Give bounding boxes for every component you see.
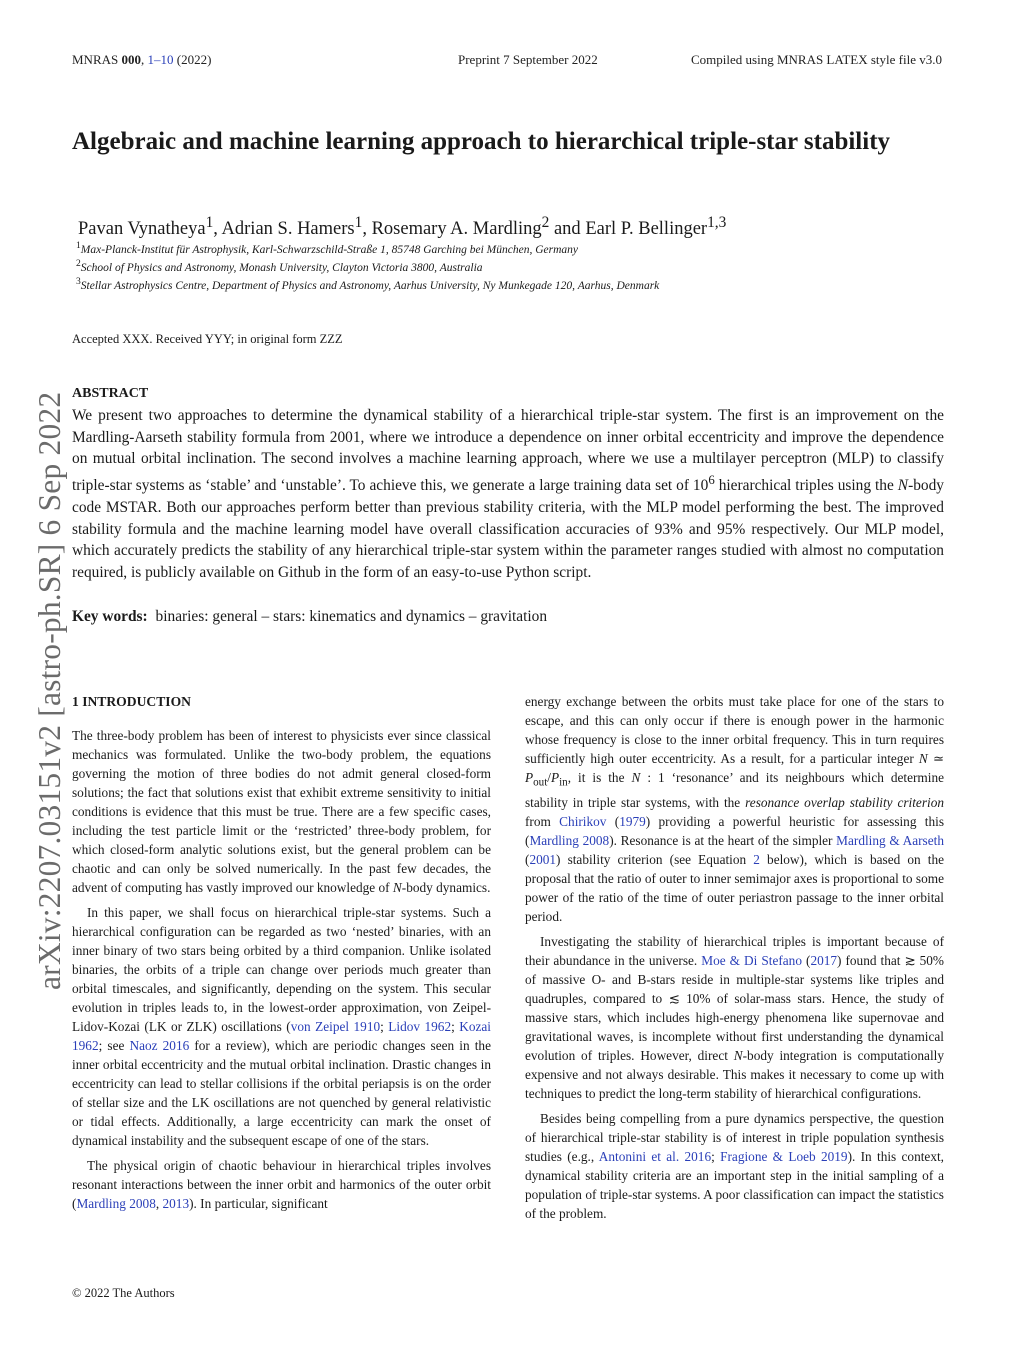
paragraph — [525, 932, 944, 1103]
text-run: ). Resonance is at the heart of the simpler — [609, 832, 837, 848]
keywords-label: Key words: — [72, 608, 148, 625]
citation-link[interactable]: 2001 — [529, 851, 557, 867]
affiliation-number: 2 — [76, 258, 81, 269]
author-conjunction: and — [553, 219, 581, 240]
math-p: P — [525, 770, 534, 785]
author-name: Adrian S. Hamers — [221, 219, 355, 240]
paragraph — [72, 726, 491, 897]
citation-link[interactable]: 2013 — [162, 1196, 190, 1211]
citation-link[interactable]: Naoz 2016 — [129, 1038, 190, 1053]
citation-link[interactable]: Mardling & Aarseth — [836, 832, 944, 848]
text-run: from — [525, 813, 560, 829]
abstract-exponent: 6 — [708, 473, 715, 488]
abstract-text-part: hierarchical triples using the — [714, 477, 898, 495]
text-run: In this paper, we shall focus on hierarchical triple-star systems. Such a hierarchical configuration can be regarded as two ‘nested’ binaries, with an inner binary of two stars being orbited by a third companion. Unlike isolated binaries, the orbits of a triple can change over periods much greater than orbital timescales, and significantly, depending on the system. This secular evolution in triples leads to, in the lowest-order approximation, von Zeipel-Lidov-Kozai (LK or ZLK) oscillations ( — [72, 905, 491, 1034]
citation-link[interactable]: Lidov 1962 — [388, 1019, 452, 1034]
citation-link[interactable]: Moe & Di Stefano — [701, 952, 802, 968]
author-name: Rosemary A. Mardling — [371, 219, 542, 240]
math-n: N — [918, 751, 928, 766]
affiliation-text: Stellar Astrophysics Centre, Department of Physics and Astronomy, Aarhus University, Ny Munkegade 120, Aarhus, Denmark — [80, 279, 660, 292]
text-run: ≃ — [927, 751, 945, 766]
affiliation — [76, 258, 483, 274]
paragraph — [72, 1156, 491, 1213]
author-name: Earl P. Bellinger — [585, 219, 708, 240]
text-run: , — [155, 1196, 163, 1211]
text-run: ( — [525, 851, 530, 867]
text-run: ( — [801, 952, 811, 968]
keywords-text: binaries: general – stars: kinematics and dynamics – gravitation — [155, 608, 548, 625]
text-run: energy exchange between the orbits must take place for one of the stars to escape, and this can only occur if there is enough power in the harmonic whose frequency is close to the inner orbital frequency. This in turn requires sufficiently high outer eccentricity. As a result, for a particular integer — [525, 694, 944, 766]
text-run: ) stability criterion (see Equation — [556, 851, 754, 867]
abstract-text — [72, 405, 944, 584]
citation-link[interactable]: 2017 — [810, 952, 838, 968]
text-run: ) found that ≳ 50% of massive O- and B-stars reside in multiple-star systems like triples and quadruples, compared to ≲ 10% of solar-mass stars. Hence, the study of massive stars, which includes high-energy phenomena like supernovae and gravitational waves, is incomplete without first understanding the dynamical evolution of triples. However, direct — [525, 952, 945, 1063]
arxiv-sidebar-id: arXiv:2207.03151v2 [astro-ph.SR] 6 Sep 2022 — [32, 391, 67, 990]
text-run: The physical origin of chaotic behaviour in hierarchical triples involves resonant interactions between the inner orbit and harmonics of the outer orbit ( — [72, 1158, 491, 1211]
affiliation-text: School of Physics and Astronomy, Monash University, Clayton Victoria 3800, Australia — [80, 261, 483, 274]
author-affil-mark: 2 — [541, 214, 550, 231]
text-run: , it is the — [567, 770, 632, 785]
abstract-math-n: N — [897, 477, 909, 495]
math-n: N — [392, 880, 402, 895]
math-n: N — [733, 1047, 743, 1063]
text-run: Besides being compelling from a pure dynamics perspective, the question of hierarchical triple-star stability is of interest in triple population synthesis studies (e.g., — [525, 1110, 944, 1164]
journal-volume: 000 — [121, 52, 141, 67]
text-run: ; see — [98, 1038, 130, 1053]
author-affil-mark: 1 — [205, 214, 214, 231]
page-range-link[interactable]: 1–10 — [147, 52, 174, 67]
paragraph — [525, 692, 944, 926]
section-heading: 1 INTRODUCTION — [72, 694, 191, 709]
text-run: ). In particular, significant — [189, 1196, 328, 1211]
author-affil-mark: 1,3 — [707, 214, 727, 231]
citation-link[interactable]: Fragione & Loeb 2019 — [720, 1148, 848, 1164]
text-run: -body integration is computationally expensive and not always desirable. This makes it necessary to come up with techniques to predict the long-term stability of hierarchical configurations. — [525, 1047, 944, 1101]
citation-link[interactable]: Antonini et al. 2016 — [598, 1148, 712, 1164]
text-run: ) providing a powerful heuristic for assessing this ( — [525, 813, 945, 848]
running-header-journal: MNRAS 000, 1–10 (2022) — [72, 52, 212, 67]
paper-title: Algebraic and machine learning approach to hierarchical triple-star stability — [72, 128, 891, 155]
citation-link[interactable]: Kozai 1962 — [72, 1019, 491, 1053]
math-n: N — [631, 770, 641, 785]
paragraph — [72, 903, 491, 1150]
affiliation-number: 3 — [76, 276, 81, 287]
emphasis-text: resonance overlap stability criterion — [745, 794, 944, 810]
citation-link[interactable]: von Zeipel 1910 — [290, 1019, 381, 1034]
math-subscript: in — [559, 776, 568, 789]
text-run: for a review), which are periodic changes seen in the inner orbital eccentricity and the mutual orbital inclination. Drastic changes in eccentricity can lead to stellar collisions if the orbital periapsis is on the order of stellar size and the LK oscillations are not quenched by general relativistic or tidal effects. Additionally, a large eccentricity can mark the onset of dynamical instability and the subsequent escape of one of the stars. — [72, 1038, 491, 1148]
paragraph — [525, 1109, 944, 1223]
text-run: ; — [380, 1019, 389, 1034]
text-run: ( — [606, 813, 620, 829]
body-column-right — [525, 692, 944, 1229]
text-run: : 1 ‘resonance’ and its neighbours which determine stability in triple star systems, with the — [525, 770, 945, 810]
author-name: Pavan Vynatheya — [78, 219, 206, 240]
abstract-text-part: We present two approaches to determine the dynamical stability of a hierarchical triple-star system. The first is an improvement on the Mardling-Aarseth stability formula from 2001, where we introduce a dependence on inner orbital eccentricity and improve the dependence on mutual orbital inclination. The second involves a machine learning approach, where we use a multilayer perceptron (MLP) to classify triple-star systems as ‘stable’ and ‘unstable’. To achieve this, we generate a large training data set of 10 — [72, 407, 944, 495]
text-run: ). In this context, dynamical stability criteria are an important step in the initial sampling of a population of triple-star systems. A poor classification can impact the statistics of the problem. — [525, 1148, 944, 1221]
preprint-date: Preprint 7 September 2022 — [458, 52, 598, 67]
text-run: -body dynamics. — [401, 880, 491, 895]
text-run: ; — [711, 1148, 721, 1164]
body-column-left — [72, 692, 491, 1219]
affiliation-text: Max-Planck-Institut für Astrophysik, Karl-Schwarzschild-Straße 1, 85748 Garching bei München, Germany — [80, 243, 578, 256]
citation-link[interactable]: Mardling 2008 — [76, 1196, 156, 1211]
math-subscript: out — [533, 776, 548, 789]
copyright-footer: © 2022 The Authors — [72, 1286, 175, 1300]
journal-name: MNRAS — [72, 52, 119, 67]
author-affil-mark: 1 — [354, 214, 363, 231]
text-run: The three-body problem has been of interest to physicists ever since classical mechanics was formulated. Unlike the two-body problem, the equations governing the motion of three bodies do not admit general closed-form solutions; the fact that solutions exist that exhibit extreme sensitivity to initial conditions is evidence that this must be true. There are a few specific cases, including the test particle limit or the ‘restricted’ three-body problem, for which closed-form analytic solutions exist, but the general problem can be chaotic and can only be solved numerically. In the past few decades, the advent of computing has vastly improved our knowledge of — [72, 728, 491, 895]
text-run: ; — [451, 1019, 460, 1034]
abstract-text-part: -body code MSTAR. Both our approaches perform better than previous stability criteria, with the MLP model performing the best. The improved stability formula and the machine learning model have overall classification accuracies of 93% and 95% respectively. Our MLP model, which accurately predicts the stability of any hierarchical triple-star system within the parameter ranges studied with almost no computation required, is publicly available on Github in the form of an easy-to-use Python script. — [72, 477, 944, 582]
keywords — [72, 608, 547, 626]
text-run: / — [547, 770, 551, 785]
equation-link[interactable]: 2 — [753, 851, 760, 867]
citation-link[interactable]: Chirikov — [559, 813, 607, 829]
affiliation — [76, 276, 659, 292]
abstract-heading: ABSTRACT — [72, 386, 149, 401]
accepted-line: Accepted XXX. Received YYY; in original form ZZZ — [72, 332, 343, 346]
affiliation-number: 1 — [76, 240, 81, 251]
author-list: Pavan Vynatheya$^1$, Adrian S. Hamers$^1$, Rosemary A. Mardling$^2$ and Earl P. Bellinger$^{1,3}$ — [78, 214, 727, 240]
text-run: Investigating the stability of hierarchical triples is important because of their abundance in the universe. — [525, 933, 944, 968]
compiled-note: Compiled using MNRAS LATEX style file v3.0 — [691, 52, 942, 67]
citation-link[interactable]: 1979 — [619, 813, 646, 829]
text-run: below), which is based on the proposal that the ratio of outer to inner semimajor axes is proportional to some power of the ratio of the time of outer periastron passage to the inner orbital period. — [525, 851, 944, 924]
journal-year: (2022) — [176, 52, 212, 67]
math-p: P — [550, 770, 560, 785]
citation-link[interactable]: Mardling 2008 — [529, 832, 610, 848]
affiliation — [76, 240, 578, 256]
